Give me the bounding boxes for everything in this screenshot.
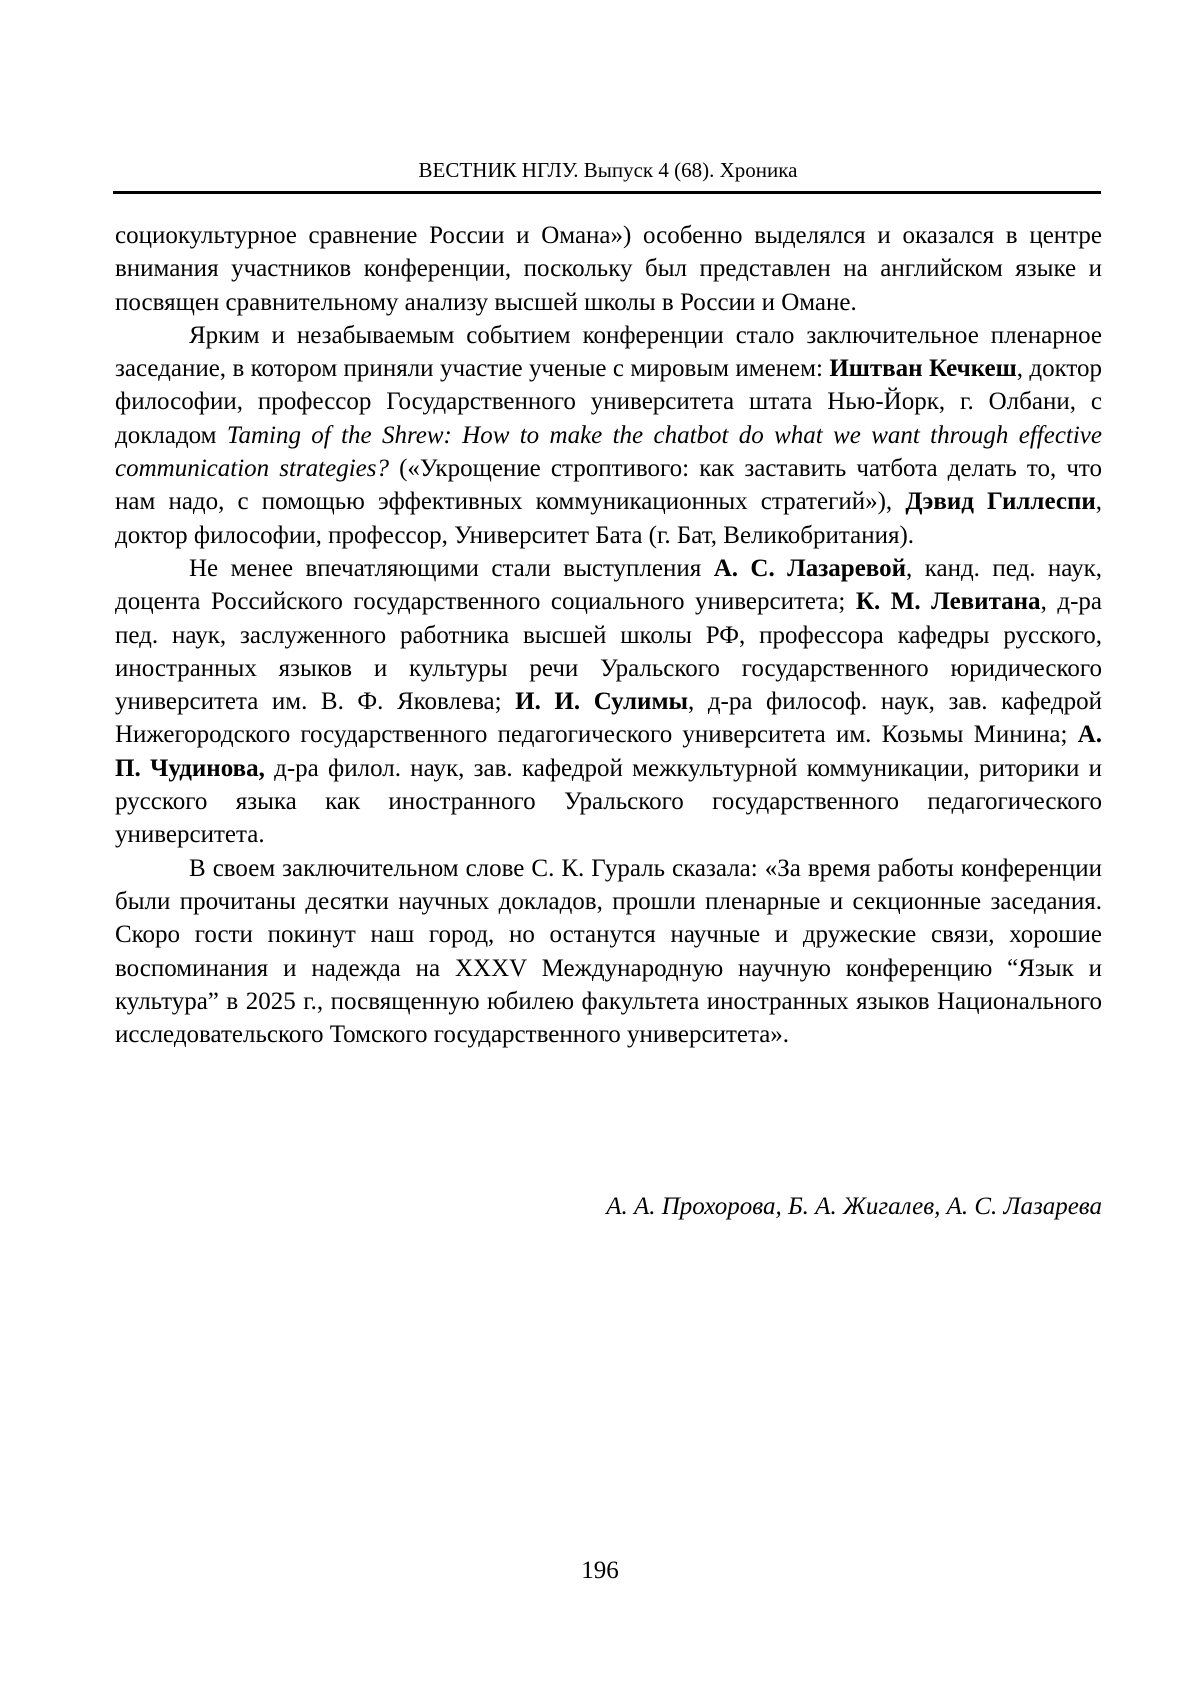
paragraph-text: , доктор философии, профессор Государственного универси­тета штата Нью-Йорк, г. Олбани, с докладом xyxy=(115,355,1102,449)
header-rule xyxy=(113,191,1101,194)
speaker-name: К. М. Левитана xyxy=(856,588,1041,615)
speaker-name: Дэвид Гиллеспи xyxy=(905,488,1095,515)
report-title: Taming of the Shrew: How to make the chatbot do what we want through effective communication strategies? xyxy=(115,422,1102,482)
paragraph-3 xyxy=(115,552,1102,852)
paragraph-text: , доктор филосо­фии, профессор, Университет Бата (г. Бат, Великобритания). xyxy=(115,488,1102,548)
paragraph-text: В своем заключительном слове С. К. Гураль сказала: «За время работы конференции были прочитаны десятки научных докладов, прошли пленарные и секционные заседания. Скоро гости покинут наш город, но останутся научные и дружеские связи, хорошие воспоминания и надежда на XXXV Международную научную конференцию “Язык и культура” в 2025 г., посвященную юбилею фа­культета иностранных языков Национального исследовательского Томского гос­ударственного университета». xyxy=(115,855,1102,1048)
paragraph-text: , д-ра пед. наук, заслуженного работника высшей школы РФ, профессора кафедры русского, иностранных языков и культуры речи Уральского государственного юридического университета им. В. Ф. Яковлева; xyxy=(115,588,1102,715)
paragraph-text: Ярким и незабываемым событием конференции стало заключительное пленарное заседание, в котором приняли участие ученые с мировым именем: xyxy=(115,322,1102,382)
speaker-name: А. П. Чудинова, xyxy=(115,721,1102,781)
paragraph-text: д-ра филол. наук, зав. кафедрой межкультурной коммуникации, риторики и русского языка как иностранного Уральского государственного педагогического университета. xyxy=(115,755,1102,849)
authors-signature: А. А. Прохорова, Б. А. Жигалев, А. С. Лазарева xyxy=(115,1190,1102,1223)
paragraph-4 xyxy=(115,852,1102,1052)
paragraph-1 xyxy=(115,219,1102,319)
speaker-name: А. С. Лазаревой xyxy=(714,555,906,582)
paragraph-2 xyxy=(115,319,1102,552)
paragraph-text: социокультурное сравнение России и Омана») особенно выделялся и оказался в центре внимания участников конференции, поскольку был представлен на ан­глийском языке и посвящен сравнительному анализу высшей школы в России и Омане. xyxy=(115,222,1102,316)
paragraph-text: («Укроще­ние строптивого: как заставить чатбота делать то, что нам надо, с помощью эф­фективных коммуникационных стратегий»), xyxy=(115,455,1102,515)
article-body xyxy=(115,219,1102,1051)
running-header: ВЕСТНИК НГЛУ. Выпуск 4 (68). Хроника xyxy=(115,156,1101,184)
speaker-name: И. И. Су­лимы xyxy=(515,688,688,715)
paragraph-text: , канд. пед. наук, доцента Российского государственного социального университета; xyxy=(115,555,1102,615)
paragraph-text: , д-ра философ. наук, зав. кафедрой Нижегородского государственного пе­дагогического университета им. Козьмы Минина; xyxy=(115,688,1102,748)
paragraph-text: Не менее впечатляющими стали выступления xyxy=(189,555,714,582)
page-number: 196 xyxy=(0,1555,1200,1587)
speaker-name: Иштван Кечкеш xyxy=(829,355,1016,382)
